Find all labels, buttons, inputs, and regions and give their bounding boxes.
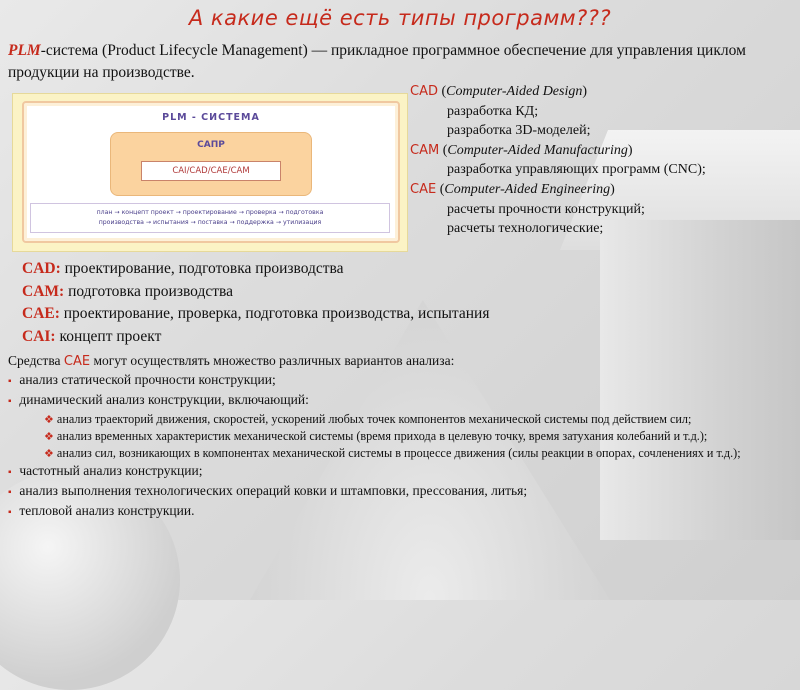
definition-item: расчеты прочности конструкций; — [447, 201, 645, 217]
lifecycle-flow-line-1: план → концепт проект → проектирование → проверка → подготовка — [96, 209, 324, 216]
sapr-subsystems-box: CAI/CAD/CAE/CAM — [141, 161, 281, 181]
sapr-label: САПР — [197, 140, 225, 150]
bullet-icon: ▪ — [8, 376, 12, 387]
summary-text: проектирование, подготовка производства — [60, 260, 344, 277]
summary-row — [22, 303, 722, 326]
sub-list-item-text: анализ траекторий движения, скоростей, ускорений любых точек компонентов механической системы под действием сил; — [56, 412, 692, 426]
definition-cam: CAM (Computer-Aided Manufacturing) разработка управляющих программ (CNC); — [410, 141, 800, 180]
stage-summary — [22, 258, 722, 348]
slide-title: А какие ещё есть типы программ??? — [188, 6, 612, 30]
diamond-bullet-icon: ❖ — [44, 430, 54, 443]
summary-text: концепт проект — [55, 327, 162, 345]
summary-code: CAI: — [22, 327, 56, 345]
definition-cae: CAE (Computer-Aided Engineering) расчеты прочности конструкций; расчеты технологические; — [410, 180, 800, 239]
list-item — [6, 391, 796, 411]
definition-item: разработка 3D-моделей; — [447, 123, 591, 139]
definition-cad: CAD (Computer-Aided Design) разработка КД; разработка 3D-моделей; — [410, 82, 800, 141]
plm-text: -система (Product Lifecycle Management) — прикладное программное обеспечение для управления циклом продукции на производстве. — [8, 42, 746, 81]
definition-code: CAD — [410, 84, 438, 99]
bullet-icon: ▪ — [8, 487, 12, 498]
lifecycle-flow-line-2: производства → испытания → поставка → поддержка → утилизация — [98, 219, 322, 226]
bullet-icon: ▪ — [8, 507, 12, 518]
plm-diagram — [12, 93, 408, 252]
definition-item: разработка управляющих программ (CNC); — [447, 162, 706, 178]
summary-row — [22, 281, 722, 304]
system-definitions — [410, 82, 800, 239]
definition-code: CAE — [410, 181, 437, 197]
sub-list-item — [22, 428, 780, 445]
plm-abbr: PLM — [8, 42, 41, 59]
sub-list-item-text: анализ временных характеристик механической системы (время прихода в целевую точку, время затухания колебаний и т.д.); — [56, 429, 708, 443]
sub-list-item — [22, 445, 780, 462]
diamond-bullet-icon: ❖ — [44, 447, 54, 460]
diamond-bullet-icon: ❖ — [44, 413, 54, 426]
list-item-text: тепловой анализ конструкции. — [19, 503, 195, 518]
list-item-text: динамический анализ конструкции, включающий: — [19, 392, 309, 407]
summary-code: CAM: — [22, 282, 65, 300]
plm-system-label: PLM - СИСТЕМА — [162, 112, 260, 123]
definition-full-name: Computer-Aided Engineering — [444, 181, 611, 197]
summary-text: проектирование, проверка, подготовка производства, испытания — [59, 305, 490, 322]
summary-text: подготовка производства — [64, 282, 234, 300]
sub-list-item-text: анализ сил, возникающих в компонентах механической системы в процессе движения (силы реакции в опорах, сочленениях и т.д.); — [56, 446, 741, 460]
sub-list-item — [22, 411, 780, 428]
plm-system-block — [22, 101, 400, 243]
definition-full-name: Computer-Aided Manufacturing — [447, 142, 628, 158]
list-item — [6, 502, 796, 522]
sapr-block — [110, 132, 312, 196]
lead-text: Средства — [8, 353, 64, 368]
definition-item: расчеты технологические; — [447, 221, 604, 237]
list-item — [6, 371, 796, 391]
plm-definition — [8, 40, 793, 84]
summary-row — [22, 258, 722, 281]
cae-lead — [6, 352, 796, 371]
lead-code: CAE — [63, 354, 91, 369]
definition-code: CAM — [410, 142, 440, 158]
summary-code: CAE: — [22, 305, 60, 322]
list-item — [6, 482, 796, 502]
bullet-icon: ▪ — [8, 396, 12, 407]
list-item-text: частотный анализ конструкции; — [19, 463, 203, 478]
definition-item: разработка КД; — [447, 103, 539, 119]
bullet-icon: ▪ — [8, 467, 12, 478]
lead-text: могут осуществлять множество различных вариантов анализа: — [90, 353, 455, 368]
cae-analysis-list — [6, 352, 796, 522]
summary-code: CAD: — [22, 260, 61, 277]
list-item — [6, 462, 796, 482]
definition-full-name: Computer-Aided Design — [446, 84, 583, 99]
summary-row — [22, 326, 722, 349]
list-item-text: анализ выполнения технологических операций ковки и штамповки, прессования, литья; — [19, 483, 528, 498]
list-item-text: анализ статической прочности конструкции; — [19, 372, 276, 387]
lifecycle-flow — [30, 203, 390, 233]
